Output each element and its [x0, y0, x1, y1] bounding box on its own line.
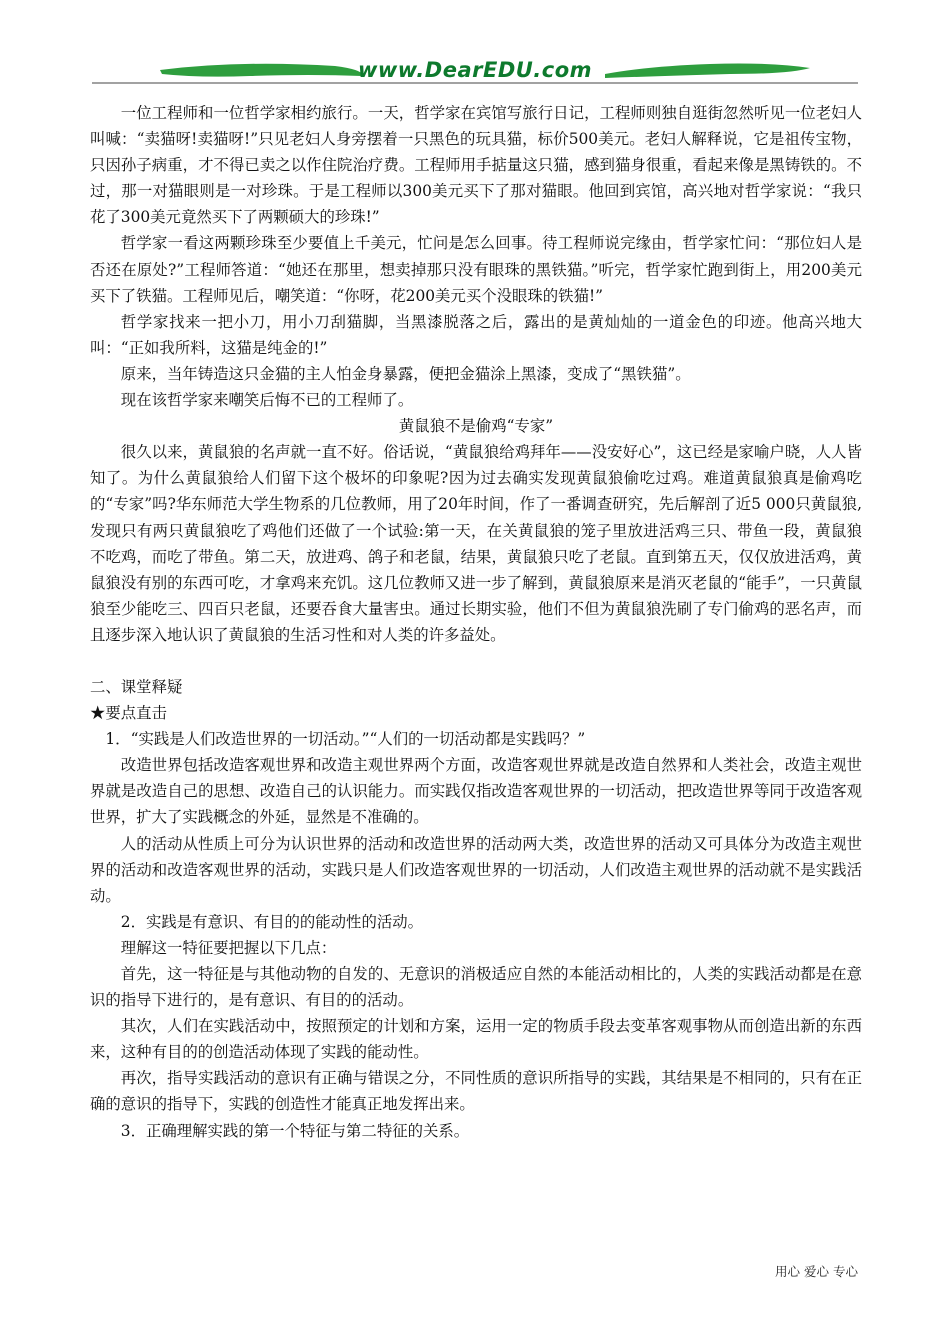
document-body — [90, 100, 862, 1144]
item1-title: 1．“实践是人们改造世界的一切活动。”“人们的一切活动都是实践吗？” — [105, 730, 586, 749]
story1-paragraph-1: 一位工程师和一位哲学家相约旅行。一天，哲学家在宾馆写旅行日记，工程师则独自逛街忽然听见一位老妇人叫喊：“卖猫呀!卖猫呀!”只见老妇人身旁摆着一只黑色的玩具猫，标价500美元。老妇人解释说，它是祖传宝物，只因孙子病重，才不得已卖之以作住院治疗费。工程师用手掂量这只猫，感到猫身很重，看起来像是黑铸铁的。不过，那一对猫眼则是一对珍珠。于是工程师以300美元买下了那对猫眼。他回到宾馆，高兴地对哲学家说：“我只花了300美元竟然买下了两颗硕大的珍珠!” — [90, 104, 862, 227]
story1-paragraph-2: 哲学家一看这两颗珍珠至少要值上千美元，忙问是怎么回事。待工程师说完缘由，哲学家忙问：“那位妇人是否还在原处?”工程师答道：“她还在那里，想卖掉那只没有眼珠的黑铁猫。”听完，哲学家忙跑到街上，用200美元买下了铁猫。工程师见后，嘲笑道：“你呀，花200美元买个没眼珠的铁猫!” — [90, 234, 862, 305]
story2-paragraph: 很久以来，黄鼠狼的名声就一直不好。俗话说，“黄鼠狼给鸡拜年——没安好心”，这已经是家喻户晓，人人皆知了。为什么黄鼠狼给人们留下这个极坏的印象呢?因为过去确实发现黄鼠狼偷吃过鸡。难道黄鼠狼真是偷鸡吃的“专家”吗?华东师范大学生物系的几位教师，用了20年时间，作了一番调查研究，先后解剖了近5 000只黄鼠狼,发现只有两只黄鼠狼吃了鸡他们还做了一个试验:第一天，在关黄鼠狼的笼子里放进活鸡三只、带鱼一段，黄鼠狼不吃鸡，而吃了带鱼。第二天，放进鸡、鸽子和老鼠，结果，黄鼠狼只吃了老鼠。直到第五天，仅仅放进活鸡，黄鼠狼没有别的东西可吃，才拿鸡来充饥。这几位教师又进一步了解到，黄鼠狼原来是消灭老鼠的“能手”，一只黄鼠狼至少能吃三、四百只老鼠，还要吞食大量害虫。通过长期实验，他们不但为黄鼠狼洗刷了专门偷鸡的恶名声，而且逐步深入地认识了黄鼠狼的生活习性和对人类的许多益处。 — [90, 443, 862, 644]
item2-paragraph-2: 其次，人们在实践活动中，按照预定的计划和方案，运用一定的物质手段去变革客观事物从而创造出新的东西来，这种有目的的创造活动体现了实践的能动性。 — [90, 1017, 862, 1062]
story1-paragraph-5: 现在该哲学家来嘲笑后悔不已的工程师了。 — [120, 391, 414, 410]
story1-paragraph-4: 原来，当年铸造这只金猫的主人怕金身暴露，便把金猫涂上黑漆，变成了“黑铁猫”。 — [120, 364, 691, 383]
page-footer: 用心 爱心 专心 — [775, 1264, 858, 1279]
key-points-subheading: ★要点直击 — [90, 704, 167, 723]
section-heading: 二、课堂释疑 — [90, 677, 183, 696]
item1-paragraph-2: 人的活动从性质上可分为认识世界的活动和改造世界的活动两大类，改造世界的活动又可具体分为改造主观世界的活动和改造客观世界的活动，实践只是人们改造客观世界的一切活动，人们改造主观世界的活动就不是实践活动。 — [90, 834, 862, 905]
item1-paragraph-1: 改造世界包括改造客观世界和改造主观世界两个方面，改造客观世界就是改造自然界和人类社会，改造主观世界就是改造自己的思想、改造自己的认识能力。而实践仅指改造客观世界的一切活动，把改造世界等同于改造客观世界，扩大了实践概念的外延，显然是不准确的。 — [90, 756, 862, 827]
item2-intro: 理解这一特征要把握以下几点： — [120, 938, 337, 957]
item2-title: 2．实践是有意识、有目的的能动性的活动。 — [120, 912, 424, 931]
story2-title: 黄鼠狼不是偷鸡“专家” — [398, 417, 554, 436]
item3-title: 3．正确理解实践的第一个特征与第二特征的关系。 — [120, 1121, 470, 1140]
site-logo-text[interactable]: www.DearEDU.com — [357, 58, 593, 82]
blank-line — [90, 648, 862, 674]
item2-paragraph-3: 再次，指导实践活动的意识有正确与错误之分，不同性质的意识所指导的实践，其结果是不相同的，只有在正确的意识的指导下，实践的创造性才能真正地发挥出来。 — [90, 1069, 862, 1114]
item2-paragraph-1: 首先，这一特征是与其他动物的自发的、无意识的消极适应自然的本能活动相比的，人类的实践活动都是在意识的指导下进行的，是有意识、有目的的活动。 — [90, 965, 862, 1010]
site-header-logo — [90, 54, 860, 94]
story1-paragraph-3: 哲学家找来一把小刀，用小刀刮猫脚，当黑漆脱落之后，露出的是黄灿灿的一道金色的印迹。他高兴地大叫：“正如我所料，这猫是纯金的!” — [90, 312, 862, 357]
